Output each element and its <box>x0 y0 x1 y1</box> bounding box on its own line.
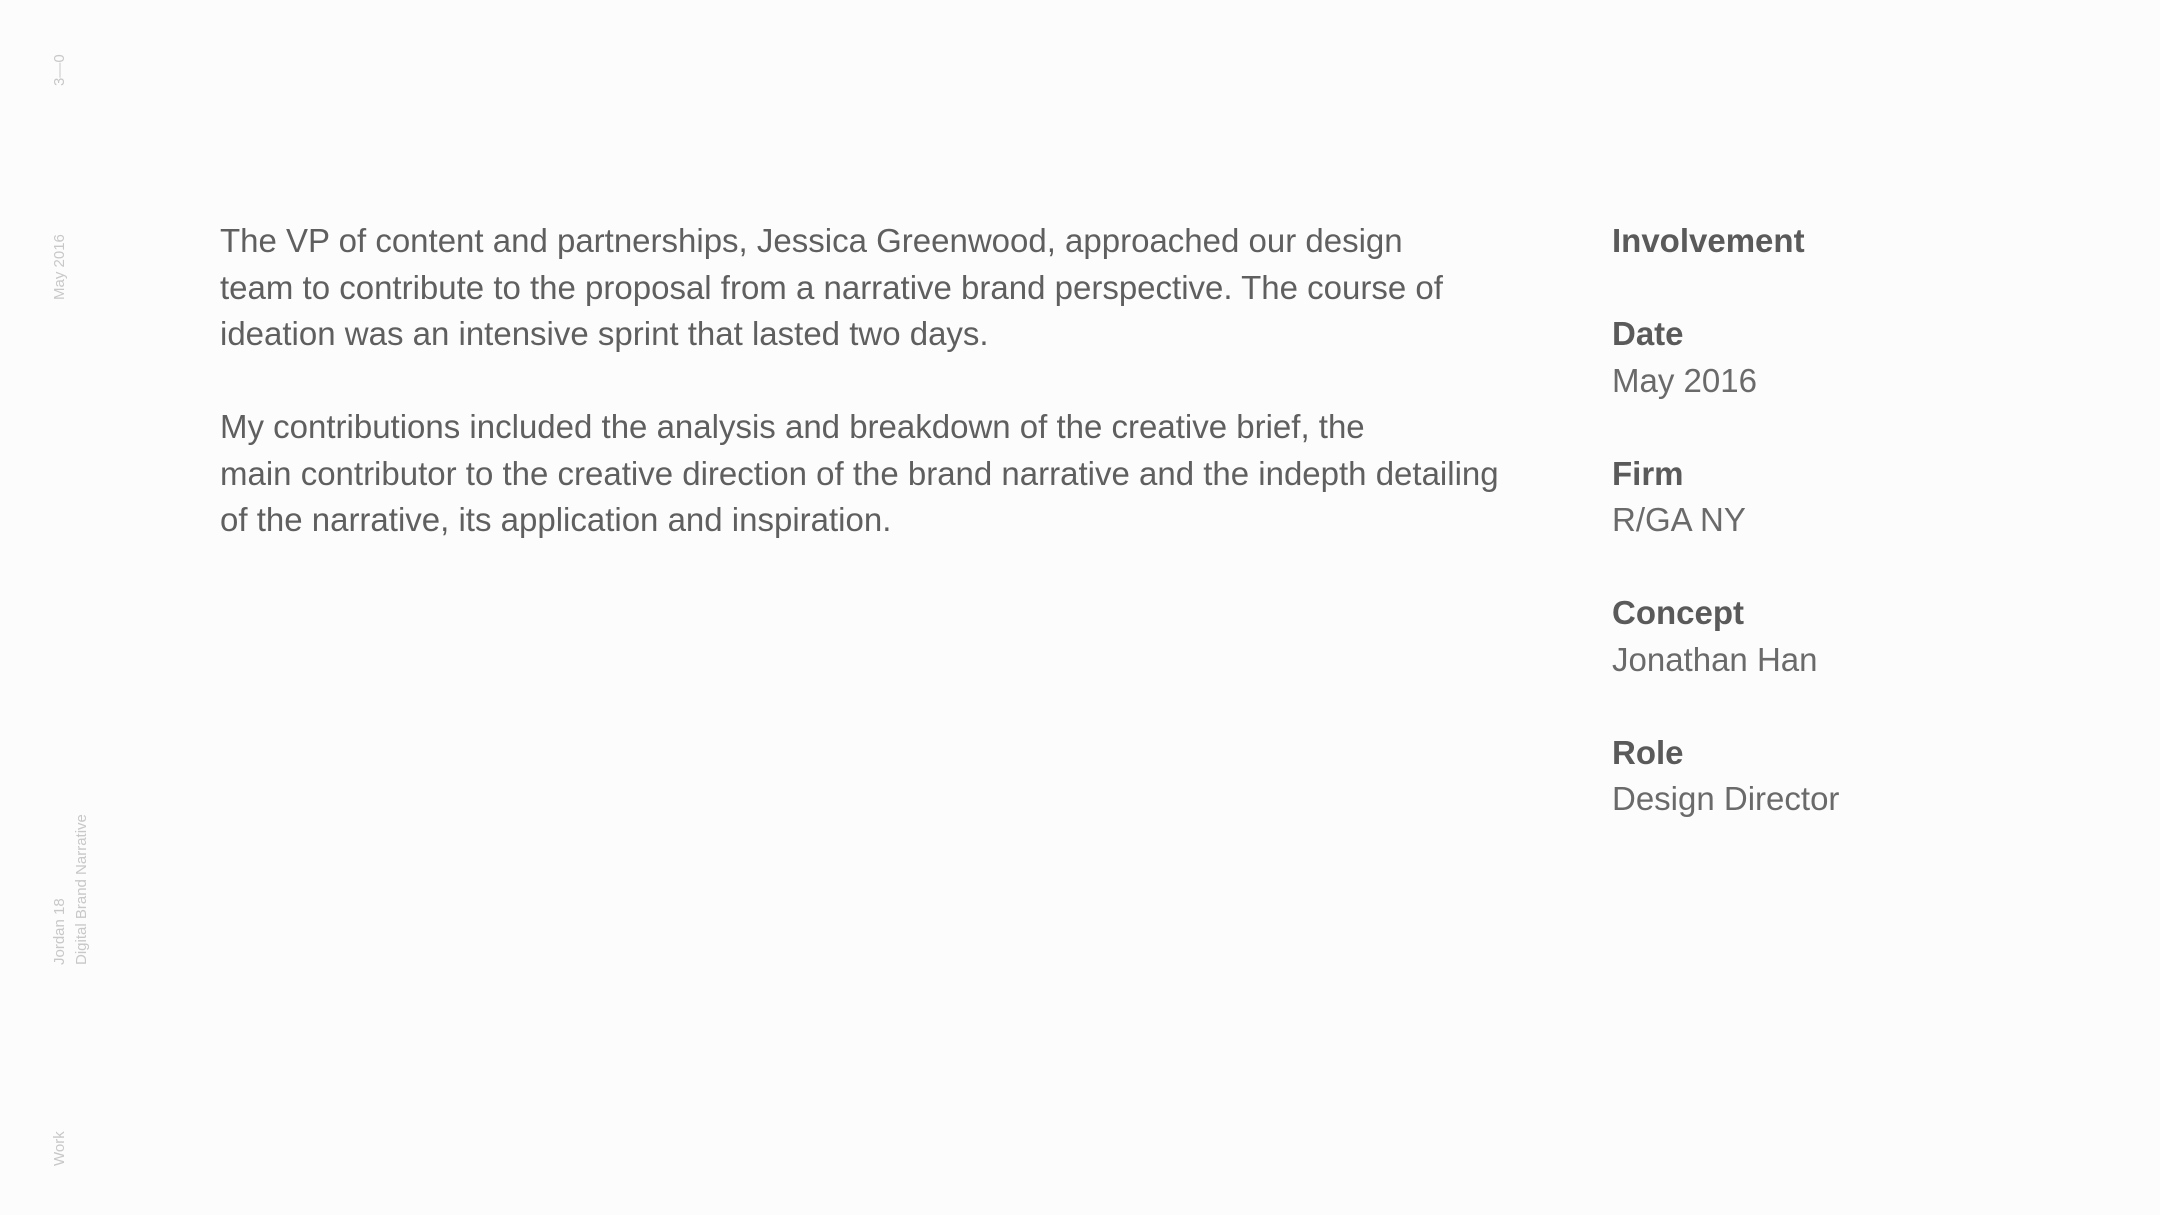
info-item-role <box>1612 730 2112 823</box>
info-item-concept <box>1612 590 2112 683</box>
info-value: R/GA NY <box>1612 501 1746 538</box>
body-copy <box>220 218 1540 544</box>
margin-project <box>49 814 93 965</box>
margin-project-subtitle: Digital Brand Narrative <box>73 814 90 965</box>
info-value: Jonathan Han <box>1612 640 1818 678</box>
info-value: Design Director <box>1612 780 1840 817</box>
info-value: May 2016 <box>1612 361 1757 399</box>
info-label: Firm <box>1612 454 1684 492</box>
info-label: Concept <box>1612 594 1744 631</box>
body-paragraph-1: The VP of content and partnerships, Jessica Greenwood, approached our design team to contribute to the proposal from a narrative brand perspective. The course of ideation was an intensive sprint that lasted two days. <box>220 222 1443 352</box>
info-item-firm <box>1612 451 2112 544</box>
body-paragraph-2: My contributions included the analysis and breakdown of the creative brief, the main contributor to the creative direction of the brand narrative and the indepth detailing of the narrative, its application and inspiration. <box>220 408 1499 538</box>
info-item-date <box>1612 311 2112 404</box>
involvement-heading: Involvement <box>1612 222 1805 259</box>
page-number: 3—0 <box>51 54 68 86</box>
info-label: Role <box>1612 733 1684 771</box>
involvement-panel <box>1612 218 2112 869</box>
margin-project-title: Jordan 18 <box>51 898 68 965</box>
margin-date: May 2016 <box>51 234 68 300</box>
involvement-heading-block <box>1612 218 2112 265</box>
margin-section: Work <box>51 1131 68 1166</box>
info-label: Date <box>1612 315 1684 352</box>
